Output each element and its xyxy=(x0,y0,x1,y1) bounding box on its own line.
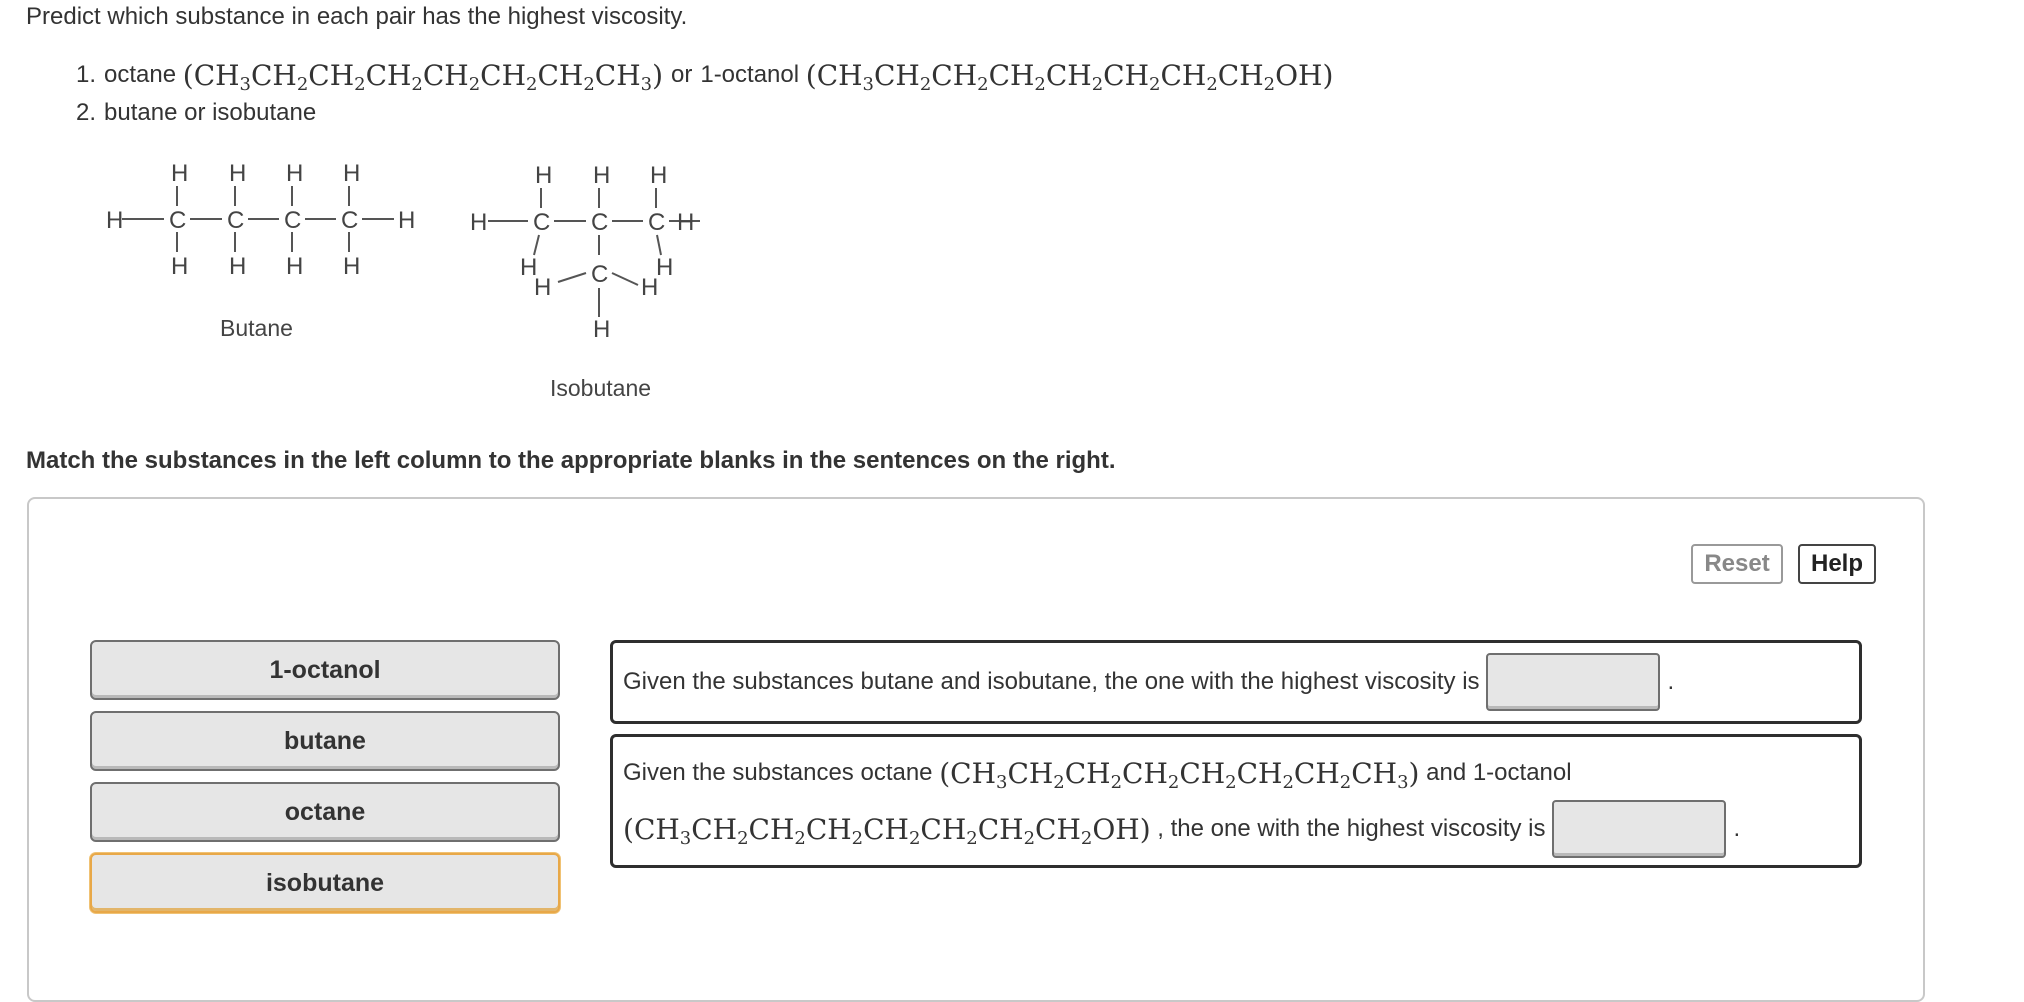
question-text: butane or isobutane xyxy=(104,99,317,126)
formula-group: CH xyxy=(691,812,738,846)
atom-h: H xyxy=(656,254,674,281)
atom-h: H xyxy=(343,253,361,280)
formula-subscript: 2 xyxy=(1339,771,1352,793)
formula-subscript: 3 xyxy=(995,771,1008,793)
atom-c: C xyxy=(227,207,245,234)
atom-h: H xyxy=(593,162,611,189)
choice-1-octanol[interactable]: 1-octanol xyxy=(90,640,560,700)
butane-atoms xyxy=(106,160,415,341)
reset-button[interactable]: Reset xyxy=(1691,544,1783,584)
butane-label: Butane xyxy=(220,315,293,341)
item-number: 1. xyxy=(76,61,97,88)
octane-formula: $(CH_3CH_2CH_2CH_2CH_2CH_2CH_2CH_3)$ xyxy=(939,756,1420,793)
formula-group: CH xyxy=(1045,58,1092,92)
atom-h: H xyxy=(535,162,553,189)
item-number: 2. xyxy=(76,99,97,126)
formula-subscript: 2 xyxy=(1282,771,1294,793)
formula-group: CH xyxy=(1007,756,1054,790)
atom-h: H xyxy=(677,209,695,236)
formula-group: CH xyxy=(633,812,680,846)
atom-c: C xyxy=(284,207,302,234)
sentence-text: Given the substances octane xyxy=(623,759,933,786)
formula-group: CH xyxy=(1236,756,1283,790)
sentence-text: Given the substances butane and isobutane, the one with the highest viscosity is xyxy=(623,668,1480,695)
formula-group: CH xyxy=(988,58,1035,92)
formula-group: CH xyxy=(950,756,996,790)
formula-group: CH xyxy=(193,58,240,92)
formula-group: CH xyxy=(1293,756,1340,790)
choice-isobutane[interactable]: isobutane xyxy=(90,853,560,913)
atom-h: H xyxy=(286,253,304,280)
choice-octane[interactable]: octane xyxy=(90,782,560,842)
formula-subscript: 2 xyxy=(1206,73,1218,95)
formula-subscript: 2 xyxy=(1080,827,1093,849)
atom-h: H xyxy=(343,160,361,187)
question-prompt: Predict which substance in each pair has the highest viscosity. xyxy=(26,3,688,30)
formula-group: CH xyxy=(931,58,978,92)
formula-subscript: 2 xyxy=(354,73,366,95)
isobutane-label: Isobutane xyxy=(550,375,652,401)
formula-subscript: 2 xyxy=(908,827,921,849)
formula-group: CH xyxy=(422,58,469,92)
formula-subscript: 2 xyxy=(1053,771,1065,793)
formula-subscript: 3 xyxy=(679,827,692,849)
formula-subscript: 3 xyxy=(239,73,251,95)
octane-formula: $(CH_3CH_2CH_2CH_2CH_2CH_2CH_2CH_3)$ xyxy=(182,58,663,95)
formula-subscript: 2 xyxy=(1167,771,1180,793)
formula-group: CH xyxy=(748,812,795,846)
atom-h: H xyxy=(534,274,552,301)
formula-subscript: 2 xyxy=(411,73,423,95)
structures-figure xyxy=(100,145,700,415)
octanol-formula: $(CH_3CH_2CH_2CH_2CH_2CH_2CH_2CH_2OH)$ xyxy=(805,58,1334,95)
formula-subscript: 2 xyxy=(583,73,595,95)
formula-group: OH xyxy=(1092,812,1140,846)
atom-h: H xyxy=(470,209,488,236)
isobutane-atoms xyxy=(470,162,694,401)
choice-butane[interactable]: butane xyxy=(90,711,560,771)
atom-h: H xyxy=(650,162,668,189)
formula-group: CH xyxy=(805,812,852,846)
formula-subscript: 2 xyxy=(851,827,864,849)
question-item-1 xyxy=(76,56,1333,94)
atom-h: H xyxy=(593,316,611,343)
matching-instruction: Match the substances in the left column to the appropriate blanks in the sentences on the right. xyxy=(26,447,1116,474)
atom-h: H xyxy=(398,207,416,234)
formula-subscript: 2 xyxy=(1225,771,1237,793)
atom-c: C xyxy=(591,209,609,236)
question-item-2 xyxy=(76,94,1333,132)
sentence-octane-octanol xyxy=(610,734,1862,868)
formula-group: CH xyxy=(1160,58,1207,92)
formula-subscript: 2 xyxy=(526,73,538,95)
formula-group: CH xyxy=(1122,756,1168,790)
atom-h: H xyxy=(641,274,659,301)
structural-formulas xyxy=(100,145,700,420)
formula-subscript: 2 xyxy=(1023,827,1036,849)
formula-subscript: 2 xyxy=(1091,73,1104,95)
atom-c: C xyxy=(648,209,666,236)
formula-group: CH xyxy=(308,58,355,92)
formula-group: CH xyxy=(863,812,909,846)
formula-group: CH xyxy=(480,58,527,92)
isobutane-bonds xyxy=(488,188,700,317)
help-button[interactable]: Help xyxy=(1798,544,1876,584)
formula-group: CH xyxy=(1035,812,1081,846)
answer-blank-1[interactable] xyxy=(1486,653,1660,711)
formula-subscript: 3 xyxy=(640,73,653,95)
formula-group: CH xyxy=(977,812,1024,846)
formula-group: CH xyxy=(920,812,967,846)
sentence-text: , the one with the highest viscosity is xyxy=(1157,815,1546,842)
formula-subscript: 2 xyxy=(737,827,749,849)
sentence-text: and 1-octanol xyxy=(1426,759,1572,786)
formula-group: CH xyxy=(1351,756,1398,790)
sentence-line xyxy=(623,801,1859,857)
formula-subscript: 3 xyxy=(862,73,874,95)
atom-h: H xyxy=(171,253,189,280)
atom-h: H xyxy=(106,207,124,234)
formula-group: CH xyxy=(816,58,863,92)
sentence-period: . xyxy=(1667,668,1675,695)
octanol-formula: $(CH_3CH_2CH_2CH_2CH_2CH_2CH_2CH_2OH)$ xyxy=(623,812,1151,849)
sentence-line xyxy=(623,745,1859,801)
formula-subscript: 3 xyxy=(1397,771,1409,793)
formula-group: CH xyxy=(1217,58,1264,92)
formula-subscript: 2 xyxy=(794,827,806,849)
joiner-text: or xyxy=(671,61,693,88)
question-list xyxy=(76,56,1333,132)
atom-c: C xyxy=(169,207,187,234)
formula-group: CH xyxy=(537,58,584,92)
formula-group: CH xyxy=(250,58,297,92)
formula-subscript: 2 xyxy=(977,73,989,95)
atom-c: C xyxy=(591,261,609,288)
atom-h: H xyxy=(286,160,304,187)
formula-subscript: 2 xyxy=(1034,73,1046,95)
atom-c: C xyxy=(341,207,359,234)
formula-group: CH xyxy=(873,58,920,92)
formula-subscript: 2 xyxy=(1149,73,1161,95)
formula-subscript: 2 xyxy=(919,73,932,95)
atom-h: H xyxy=(171,160,189,187)
formula-group: OH xyxy=(1275,58,1323,92)
answer-blank-2[interactable] xyxy=(1552,800,1726,858)
formula-group: CH xyxy=(1103,58,1150,92)
atom-c: C xyxy=(533,209,551,236)
substance-name: octane xyxy=(104,61,177,88)
formula-group: CH xyxy=(594,58,641,92)
formula-subscript: 2 xyxy=(1110,771,1123,793)
atom-h: H xyxy=(229,253,247,280)
formula-group: CH xyxy=(365,58,412,92)
formula-subscript: 2 xyxy=(1263,73,1276,95)
atom-h: H xyxy=(520,254,538,281)
formula-subscript: 2 xyxy=(966,827,978,849)
formula-group: CH xyxy=(1064,756,1111,790)
atom-h: H xyxy=(229,160,247,187)
sentence-butane-isobutane xyxy=(610,640,1862,724)
formula-group: CH xyxy=(1179,756,1226,790)
substance-name: 1-octanol xyxy=(700,61,800,88)
formula-subscript: 2 xyxy=(296,73,309,95)
sentence-period: . xyxy=(1733,815,1741,842)
formula-subscript: 2 xyxy=(468,73,481,95)
